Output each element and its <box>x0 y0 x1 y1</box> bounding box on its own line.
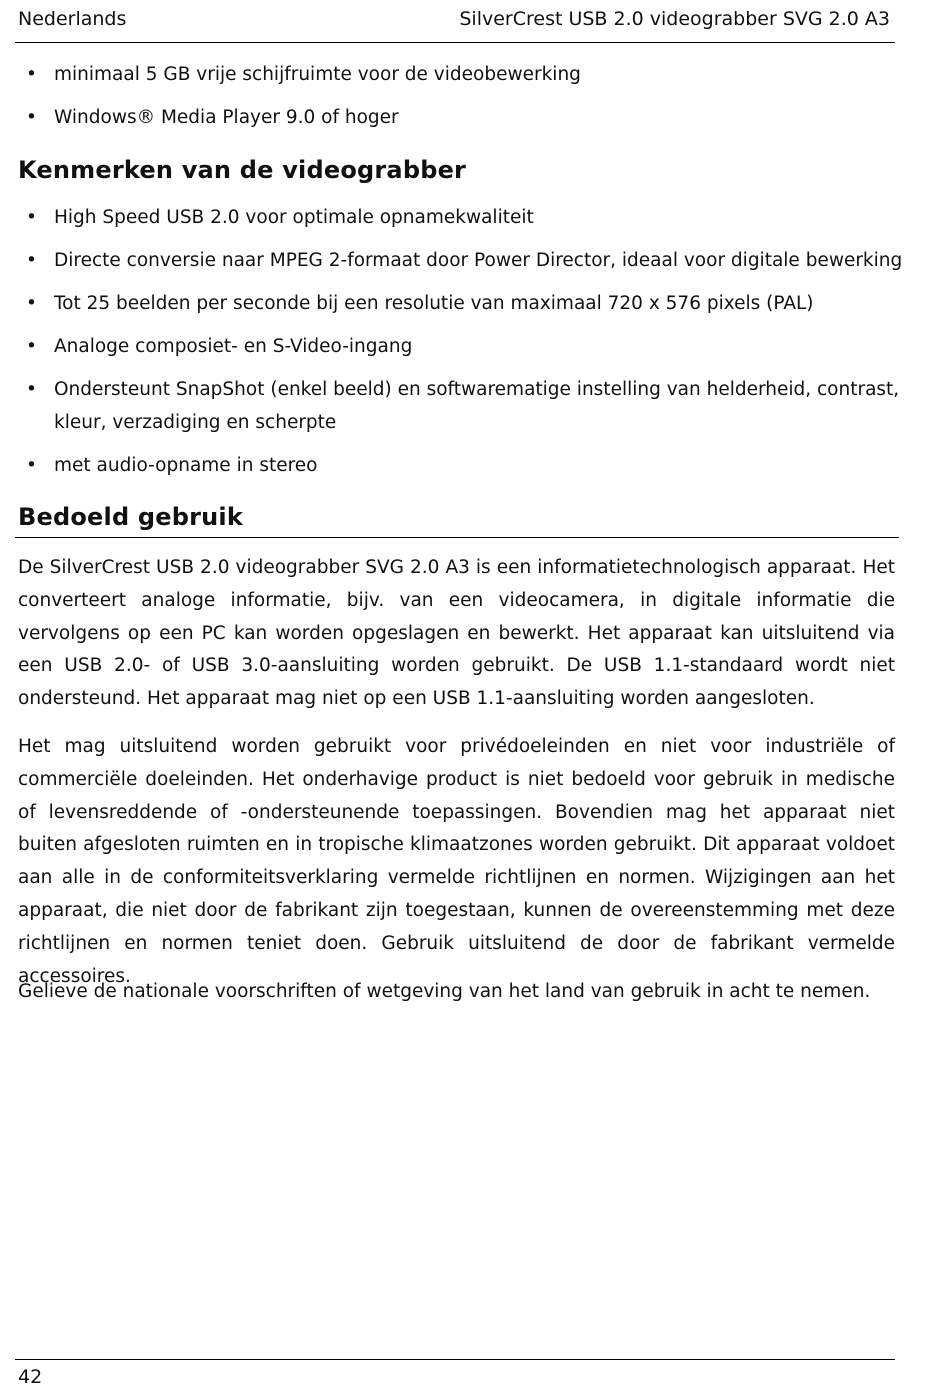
bullet-icon: • <box>26 207 37 228</box>
paragraph: Het mag uitsluitend worden gebruikt voor privédoeleinden en niet voor industriële of commerciële doeleinden. Het onderhavige product is niet bedoeld voor gebruik in medische of levensreddende of -ondersteunende toepassingen. Bovendien mag het apparaat niet buiten afgesloten ruimten en in tropische klimaatzones worden gebruikt. Dit apparaat voldoet aan alle in de conformiteitsverklaring vermelde richtlijnen en normen. Wijzigingen aan het apparaat, die niet door de fabrikant zijn toegestaan, kunnen de overeenstemming met deze richtlijnen en normen teniet doen. Gebruik uitsluitend de door de fabrikant vermelde accessoires. <box>18 736 895 987</box>
header-product-title: SilverCrest USB 2.0 videograbber SVG 2.0 A3 <box>459 8 890 30</box>
list-item: • met audio-opname in stereo <box>24 449 904 482</box>
paragraph: De SilverCrest USB 2.0 videograbber SVG 2.0 A3 is een informatietechnologisch apparaat. Het converteert analoge informatie, bijv. van een videocamera, in digitale informatie die vervolgens op een PC kan worden opgeslagen en bewerkt. Het apparaat kan uitsluitend via een USB 2.0- of USB 3.0-aansluiting worden gebruikt. De USB 1.1-standaard wordt niet ondersteund. Het apparaat mag niet op een USB 1.1-aansluiting worden aangesloten. <box>18 557 895 710</box>
header-language: Nederlands <box>18 8 127 30</box>
list-item: • minimaal 5 GB vrije schijfruimte voor de videobewerking <box>24 58 904 91</box>
paragraph: Gelieve de nationale voorschriften of wetgeving van het land van gebruik in acht te nemen. <box>18 981 871 1002</box>
list-item: • High Speed USB 2.0 voor optimale opnamekwaliteit <box>24 201 904 234</box>
bullet-icon: • <box>26 293 37 314</box>
list-item: • Directe conversie naar MPEG 2-formaat door Power Director, ideaal voor digitale bewerking <box>24 244 904 277</box>
list-item: • Windows® Media Player 9.0 of hoger <box>24 101 904 134</box>
features-list <box>24 201 904 492</box>
footer-rule <box>15 1359 895 1360</box>
features-heading: Kenmerken van de videograbber <box>18 156 467 184</box>
bullet-icon: • <box>26 455 37 476</box>
page-number: 42 <box>18 1366 43 1388</box>
bullet-icon: • <box>26 64 37 85</box>
section-rule <box>15 537 899 538</box>
list-item: • Tot 25 beelden per seconde bij een resolutie van maximaal 720 x 576 pixels (PAL) <box>24 287 904 320</box>
header-rule <box>15 42 895 43</box>
list-item: • Ondersteunt SnapShot (enkel beeld) en softwarematige instelling van helderheid, contrast, kleur, verzadiging en scherpte <box>24 373 904 439</box>
list-item: • Analoge composiet- en S-Video-ingang <box>24 330 904 363</box>
bullet-icon: • <box>26 250 37 271</box>
bullet-icon: • <box>26 379 37 400</box>
requirements-list <box>24 58 904 144</box>
bullet-icon: • <box>26 336 37 357</box>
bullet-icon: • <box>26 107 37 128</box>
intended-use-heading: Bedoeld gebruik <box>18 503 244 531</box>
